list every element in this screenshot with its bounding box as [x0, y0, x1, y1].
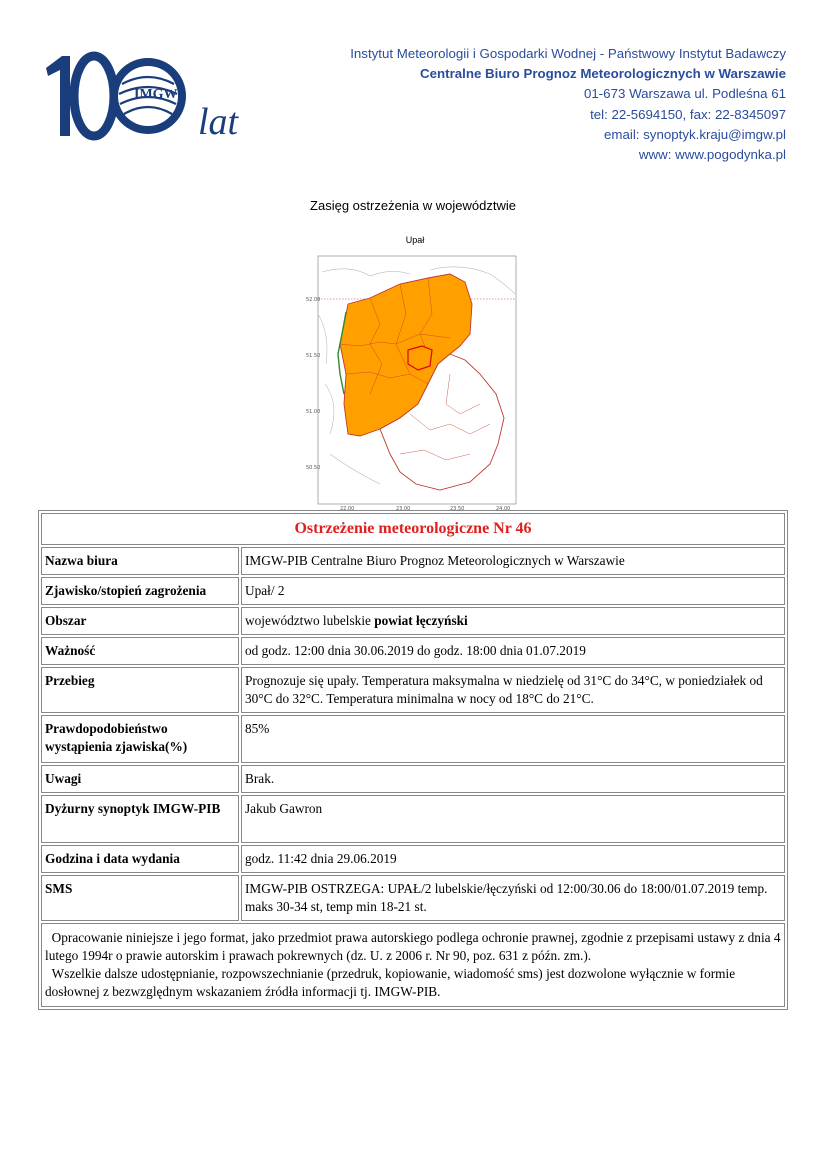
warning-table	[38, 510, 788, 1010]
row-value: 85%	[241, 715, 785, 763]
row-value: IMGW-PIB OSTRZEGA: UPAŁ/2 lubelskie/łęczyński od 12:00/30.06 do 18:00/01.07.2019 temp. maks 30-34 st, temp min 18-21 st.	[241, 875, 785, 921]
table-row	[41, 577, 785, 605]
area-voivodeship: województwo lubelskie	[245, 613, 371, 628]
institute-name: Instytut Meteorologii i Gospodarki Wodnej - Państwowy Instytut Badawczy	[350, 46, 786, 61]
area-county: powiat łęczyński	[374, 613, 468, 628]
row-label: SMS	[41, 875, 239, 921]
lat-tick: 52.00	[306, 297, 321, 303]
email: email: synoptyk.kraju@imgw.pl	[604, 126, 786, 142]
logo-imgw-text: IMGW	[134, 87, 178, 102]
table-row	[41, 845, 785, 873]
lon-tick: 23.50	[450, 506, 465, 510]
lat-tick: 51.00	[306, 409, 321, 415]
map-title: Upał	[405, 235, 425, 245]
address: 01-673 Warszawa ul. Podleśna 61	[583, 86, 786, 102]
row-label: Dyżurny synoptyk IMGW-PIB	[41, 795, 239, 843]
table-row	[41, 795, 785, 843]
row-label: Przebieg	[41, 667, 239, 713]
table-row	[41, 607, 785, 635]
row-value: Jakub Gawron	[241, 795, 785, 843]
row-value: Brak.	[241, 765, 785, 793]
copyright-note	[41, 923, 785, 1007]
row-value: od godz. 12:00 dnia 30.06.2019 do godz. 18:00 dnia 01.07.2019	[241, 637, 785, 665]
bureau-name: Centralne Biuro Prognoz Meteorologicznych w Warszawie	[420, 66, 786, 82]
lon-tick: 22.00	[340, 506, 355, 510]
table-row	[41, 765, 785, 793]
table-row	[41, 715, 785, 763]
lon-tick: 23.00	[396, 506, 411, 510]
table-row	[41, 667, 785, 713]
row-label: Obszar	[41, 607, 239, 635]
logo-lat-text: lat	[198, 101, 239, 142]
row-value: godz. 11:42 dnia 29.06.2019	[241, 845, 785, 873]
voivodeship-map	[300, 254, 530, 510]
table-row	[41, 875, 785, 921]
row-label: Uwagi	[41, 765, 239, 793]
lat-tick: 51.50	[306, 353, 321, 359]
map-caption: Zasięg ostrzeżenia w województwie	[310, 198, 516, 213]
phone-fax: tel: 22-5694150, fax: 22-8345097	[590, 106, 786, 122]
row-label: Zjawisko/stopień zagrożenia	[41, 577, 239, 605]
lon-tick: 24.00	[496, 506, 511, 510]
redistribution-text: Wszelkie dalsze udostępnianie, rozpowszechnianie (przedruk, kopiowanie, wiadomość sms) jest dozwolone wyłącznie w formie dosłownej z bezwzględnym wskazaniem źródła informacji tj. IMGW-PIB.	[45, 966, 736, 999]
lat-tick: 50.50	[306, 465, 321, 471]
institute-header	[350, 44, 786, 165]
table-row	[41, 547, 785, 575]
table-row	[41, 637, 785, 665]
row-label: Ważność	[41, 637, 239, 665]
row-label: Prawdopodobieństwo wystąpienia zjawiska(%)	[41, 715, 239, 763]
row-value	[241, 607, 785, 635]
row-value: IMGW-PIB Centralne Biuro Prognoz Meteorologicznych w Warszawie	[241, 547, 785, 575]
warning-map	[300, 232, 530, 510]
copyright-text: Opracowanie niniejsze i jego format, jako przedmiot prawa autorskiego podlega ochronie prawnej, zgodnie z przepisami ustawy z dnia 4 lutego 1994r o prawie autorskim i prawach pokrewnych (dz. U. z 2006 r. Nr 90, poz. 631 z późn. zm.).	[45, 930, 781, 963]
website: www: www.pogodynka.pl	[638, 147, 786, 163]
row-value: Prognozuje się upały. Temperatura maksymalna w niedzielę od 31°C do 34°C, w poniedziałek od 30°C do 32°C. Temperatura minimalna w nocy od 18°C do 21°C.	[241, 667, 785, 713]
row-label: Godzina i data wydania	[41, 845, 239, 873]
row-label: Nazwa biura	[41, 547, 239, 575]
row-value: Upał/ 2	[241, 577, 785, 605]
imgw-100-years-logo	[42, 50, 252, 142]
warning-title: Ostrzeżenie meteorologiczne Nr 46	[41, 513, 785, 545]
